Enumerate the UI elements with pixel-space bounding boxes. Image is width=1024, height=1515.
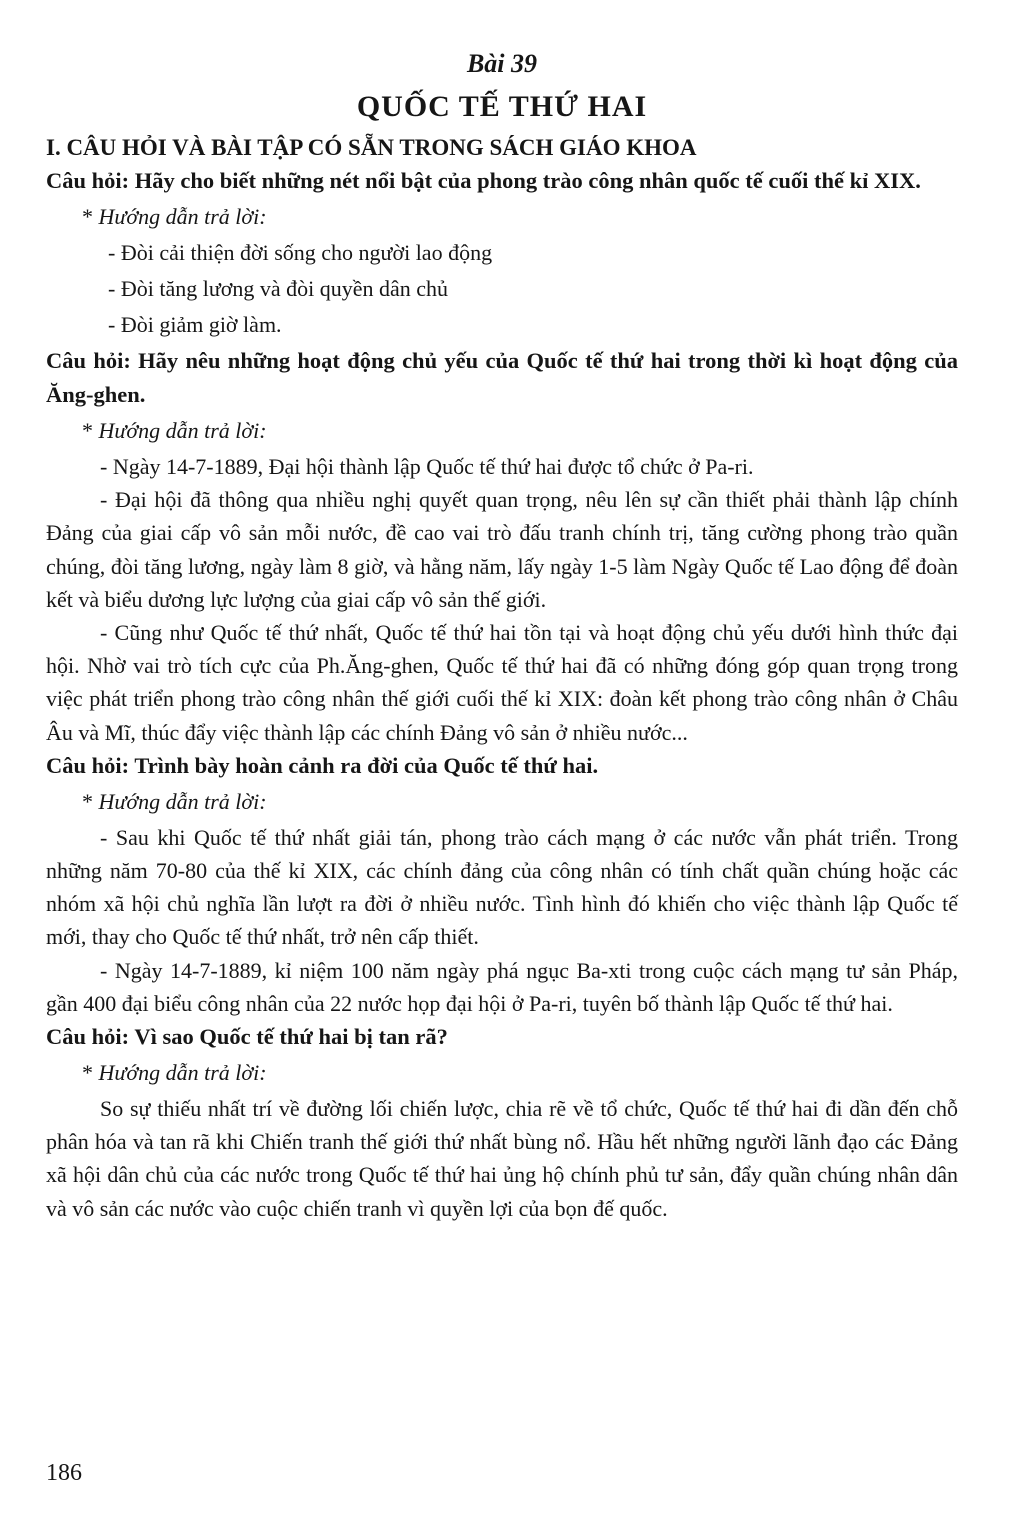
question-4: Câu hỏi: Vì sao Quốc tế thứ hai bị tan rã? bbox=[46, 1024, 448, 1050]
bullet-item: - Đòi tăng lương và đòi quyền dân chủ bbox=[108, 276, 449, 301]
bullet-item: - Đòi cải thiện đời sống cho người lao động bbox=[108, 240, 493, 265]
answer-guide-text: Hướng dẫn trả lời: bbox=[98, 788, 267, 814]
answer-paragraph: So sự thiếu nhất trí về đường lối chiến lược, chia rẽ về tổ chức, Quốc tế thứ hai đi dần đến chỗ phân hóa và tan rã khi Chiến tranh thế giới thứ nhất bùng nổ. Hầu hết những người lãnh đạo các Đảng xã hội dân chủ của các nước trong Quốc tế thứ hai ủng hộ chính phủ tư sản, đẩy quần chúng nhân dân và vô sản các nước vào cuộc chiến tranh vì quyền lợi của bọn đế quốc. bbox=[46, 1096, 958, 1221]
question-2: Câu hỏi: Hãy nêu những hoạt động chủ yếu của Quốc tế thứ hai trong thời kì hoạt động của Ăng-ghen. bbox=[46, 348, 958, 407]
answer-guide-label: * Hướng dẫn trả lời: bbox=[82, 788, 267, 814]
answer-paragraph: - Đại hội đã thông qua nhiều nghị quyết quan trọng, nêu lên sự cần thiết phải thành lập chính Đảng của giai cấp vô sản mỗi nước, đề cao vai trò đấu tranh chính trị, tăng cường phong trào quần chúng, đòi tăng lương, ngày làm 8 giờ, và hằng năm, lấy ngày 1-5 làm Ngày Quốc tế Lao động để đoàn kết và biểu dương lực lượng của giai cấp vô sản thế giới. bbox=[46, 487, 958, 612]
question-3: Câu hỏi: Trình bày hoàn cảnh ra đời của Quốc tế thứ hai. bbox=[46, 752, 599, 778]
question-1: Câu hỏi: Hãy cho biết những nét nổi bật của phong trào công nhân quốc tế cuối thế kỉ XIX. bbox=[46, 168, 921, 193]
document-page bbox=[46, 44, 958, 1225]
lesson-title: QUỐC TẾ THỨ HAI bbox=[356, 90, 648, 123]
bullet-item: - Đòi giảm giờ làm. bbox=[108, 312, 282, 337]
page-number: 186 bbox=[46, 1460, 82, 1486]
section-heading: I. CÂU HỎI VÀ BÀI TẬP CÓ SẴN TRONG SÁCH GIÁO KHOA bbox=[46, 135, 697, 160]
answer-paragraph: - Ngày 14-7-1889, kỉ niệm 100 năm ngày phá ngục Ba-xti trong cuộc cách mạng tư sản Pháp, gần 400 đại biểu công nhân của 22 nước họp đại hội ở Pa-ri, tuyên bố thành lập Quốc tế thứ hai. bbox=[46, 957, 958, 1016]
answer-guide-text: Hướng dẫn trả lời: bbox=[98, 418, 267, 443]
answer-paragraph: - Sau khi Quốc tế thứ nhất giải tán, phong trào cách mạng ở các nước vẫn phát triển. Trong những năm 70-80 của thế kỉ XIX, các chính đảng của công nhân có tính chất quần chúng hoặc các nhóm xã hội chủ nghĩa lần lượt ra đời ở nhiều nước. Tình hình đó khiến cho việc thành lập Quốc tế mới, thay cho Quốc tế thứ nhất, trở nên cấp thiết. bbox=[46, 824, 958, 950]
answer-guide-label: * Hướng dẫn trả lời: bbox=[82, 204, 267, 229]
answer-guide-text: Hướng dẫn trả lời: bbox=[98, 204, 267, 229]
answer-paragraph: - Ngày 14-7-1889, Đại hội thành lập Quốc tế thứ hai được tổ chức ở Pa-ri. bbox=[100, 454, 754, 479]
answer-paragraph: - Cũng như Quốc tế thứ nhất, Quốc tế thứ hai tồn tại và hoạt động chủ yếu dưới hình thức đại hội. Nhờ vai trò tích cực của Ph.Ăng-ghen, Quốc tế thứ hai đã có những đóng góp quan trọng trong việc phát triển phong trào công nhân thế giới cuối thế kỉ XIX: đoàn kết phong trào công nhân ở Châu Âu và Mĩ, thúc đẩy việc thành lập các chính Đảng vô sản ở nhiều nước... bbox=[46, 620, 958, 745]
lesson-number: Bài 39 bbox=[466, 49, 538, 78]
answer-guide-label: * Hướng dẫn trả lời: bbox=[82, 418, 267, 443]
answer-guide-label: * Hướng dẫn trả lời: bbox=[82, 1060, 267, 1086]
answer-guide-text: Hướng dẫn trả lời: bbox=[98, 1060, 267, 1086]
